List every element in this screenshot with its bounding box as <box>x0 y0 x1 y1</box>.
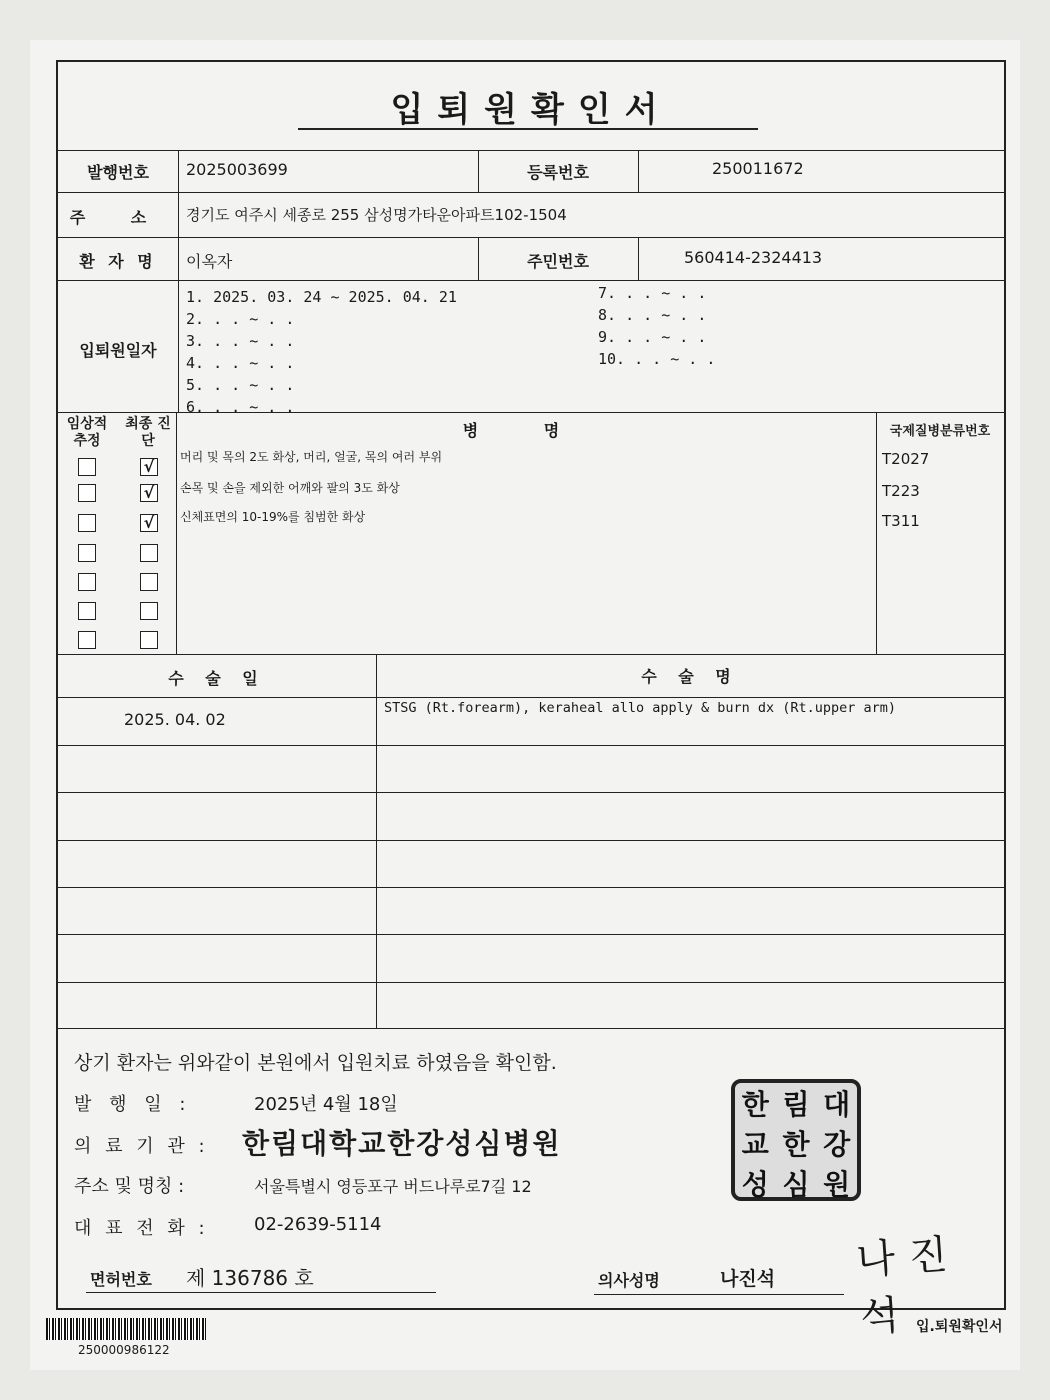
admission-label: 입퇴원일자 <box>79 341 157 360</box>
clinical-checkbox-7[interactable] <box>78 631 96 649</box>
phone-label: 대 표 전 화 : <box>74 1218 209 1239</box>
address-footer-value: 서울특별시 영등포구 버드나루로7길 12 <box>254 1177 532 1196</box>
admission-row-3: 3. . . ~ . . <box>186 332 295 350</box>
barcode <box>46 1318 206 1340</box>
admission-row-8: 8. . . ~ . . <box>598 306 707 324</box>
surgery-name-value: STSG (Rt.forearm), keraheal allo apply & burn dx (Rt.upper arm) <box>384 700 897 716</box>
title-underline <box>298 128 758 130</box>
address-footer-label: 주소 및 명칭 : <box>74 1176 185 1197</box>
icd-code-1: T2027 <box>882 450 930 468</box>
admission-row-6: 6. . . ~ . . <box>186 398 295 416</box>
surgery-date-value: 2025. 04. 02 <box>124 710 226 729</box>
col-final-label: 최종 진단 <box>125 416 171 449</box>
issue-no-value: 2025003699 <box>186 160 288 179</box>
doctor-label: 의사성명 <box>598 1271 660 1290</box>
admission-row-9: 9. . . ~ . . <box>598 328 707 346</box>
surgery-date-label: 수 술 일 <box>168 669 266 688</box>
patient-value: 이옥자 <box>186 252 233 271</box>
final-checkbox-5[interactable] <box>140 573 158 591</box>
institution-value: 한림대학교한강성심병원 <box>242 1127 562 1160</box>
admission-list-left <box>186 286 457 418</box>
license-value: 제 136786 호 <box>186 1266 314 1290</box>
final-checkbox-7[interactable] <box>140 631 158 649</box>
final-checkbox-3[interactable]: √ <box>140 514 158 532</box>
admission-row-10: 10. . . ~ . . <box>598 350 716 368</box>
license-label: 면허번호 <box>90 1270 152 1289</box>
disease-name-3: 신체표면의 10-19%를 침범한 화상 <box>180 510 366 524</box>
issue-no-label: 발행번호 <box>87 163 149 182</box>
admission-row-1: 1. 2025. 03. 24 ~ 2025. 04. 21 <box>186 288 457 306</box>
col-disease-name-label: 병 명 <box>462 421 590 440</box>
surgery-name-label: 수 술 명 <box>641 667 739 686</box>
clinical-checkbox-3[interactable] <box>78 514 96 532</box>
reg-no-value: 250011672 <box>712 159 804 178</box>
institution-label: 의 료 기 관 : <box>74 1136 209 1157</box>
address-label: 주 소 <box>69 208 167 227</box>
doctor-value: 나진석 <box>720 1268 776 1290</box>
reg-no-label: 등록번호 <box>527 163 589 182</box>
hospital-seal: 한 림 대 교 한 강 성 심 원 <box>731 1079 861 1201</box>
col-icd-code-label: 국제질병분류번호 <box>889 424 991 439</box>
clinical-checkbox-5[interactable] <box>78 573 96 591</box>
admission-row-5: 5. . . ~ . . <box>186 376 295 394</box>
clinical-checkbox-6[interactable] <box>78 602 96 620</box>
page-title: 입퇴원확인서 <box>390 90 672 130</box>
confirmation-statement: 상기 환자는 위와같이 본원에서 입원치료 하였음을 확인함. <box>74 1052 557 1074</box>
disease-name-2: 손목 및 손을 제외한 어깨와 팔의 3도 화상 <box>180 481 400 495</box>
admission-row-7: 7. . . ~ . . <box>598 284 707 302</box>
clinical-checkbox-1[interactable] <box>78 458 96 476</box>
resident-no-label: 주민번호 <box>527 252 589 271</box>
doctor-signature: 나진석 <box>854 1230 964 1341</box>
icd-code-3: T311 <box>882 512 920 530</box>
final-checkbox-4[interactable] <box>140 544 158 562</box>
resident-no-value: 560414-2324413 <box>684 248 823 267</box>
patient-label: 환 자 명 <box>79 252 157 271</box>
phone-value: 02-2639-5114 <box>254 1214 382 1235</box>
admission-row-2: 2. . . ~ . . <box>186 310 295 328</box>
certificate-form <box>56 60 1006 1341</box>
final-checkbox-2[interactable]: √ <box>140 484 158 502</box>
clinical-checkbox-2[interactable] <box>78 484 96 502</box>
final-checkbox-6[interactable] <box>140 602 158 620</box>
issue-date-value: 2025년 4월 18일 <box>254 1094 398 1115</box>
icd-code-2: T223 <box>882 482 920 500</box>
col-clinical-label: 임상적 추정 <box>66 416 108 449</box>
admission-row-4: 4. . . ~ . . <box>186 354 295 372</box>
issue-date-label: 발 행 일 : <box>74 1094 192 1115</box>
clinical-checkbox-4[interactable] <box>78 544 96 562</box>
admission-list-right <box>598 282 715 370</box>
disease-name-1: 머리 및 목의 2도 화상, 머리, 얼굴, 목의 여러 부위 <box>180 450 443 464</box>
final-checkbox-1[interactable]: √ <box>140 458 158 476</box>
document-name: 입.퇴원확인서 <box>916 1319 1003 1335</box>
address-value: 경기도 여주시 세종로 255 삼성명가타운아파트102-1504 <box>186 206 567 224</box>
barcode-number: 250000986122 <box>78 1343 170 1357</box>
